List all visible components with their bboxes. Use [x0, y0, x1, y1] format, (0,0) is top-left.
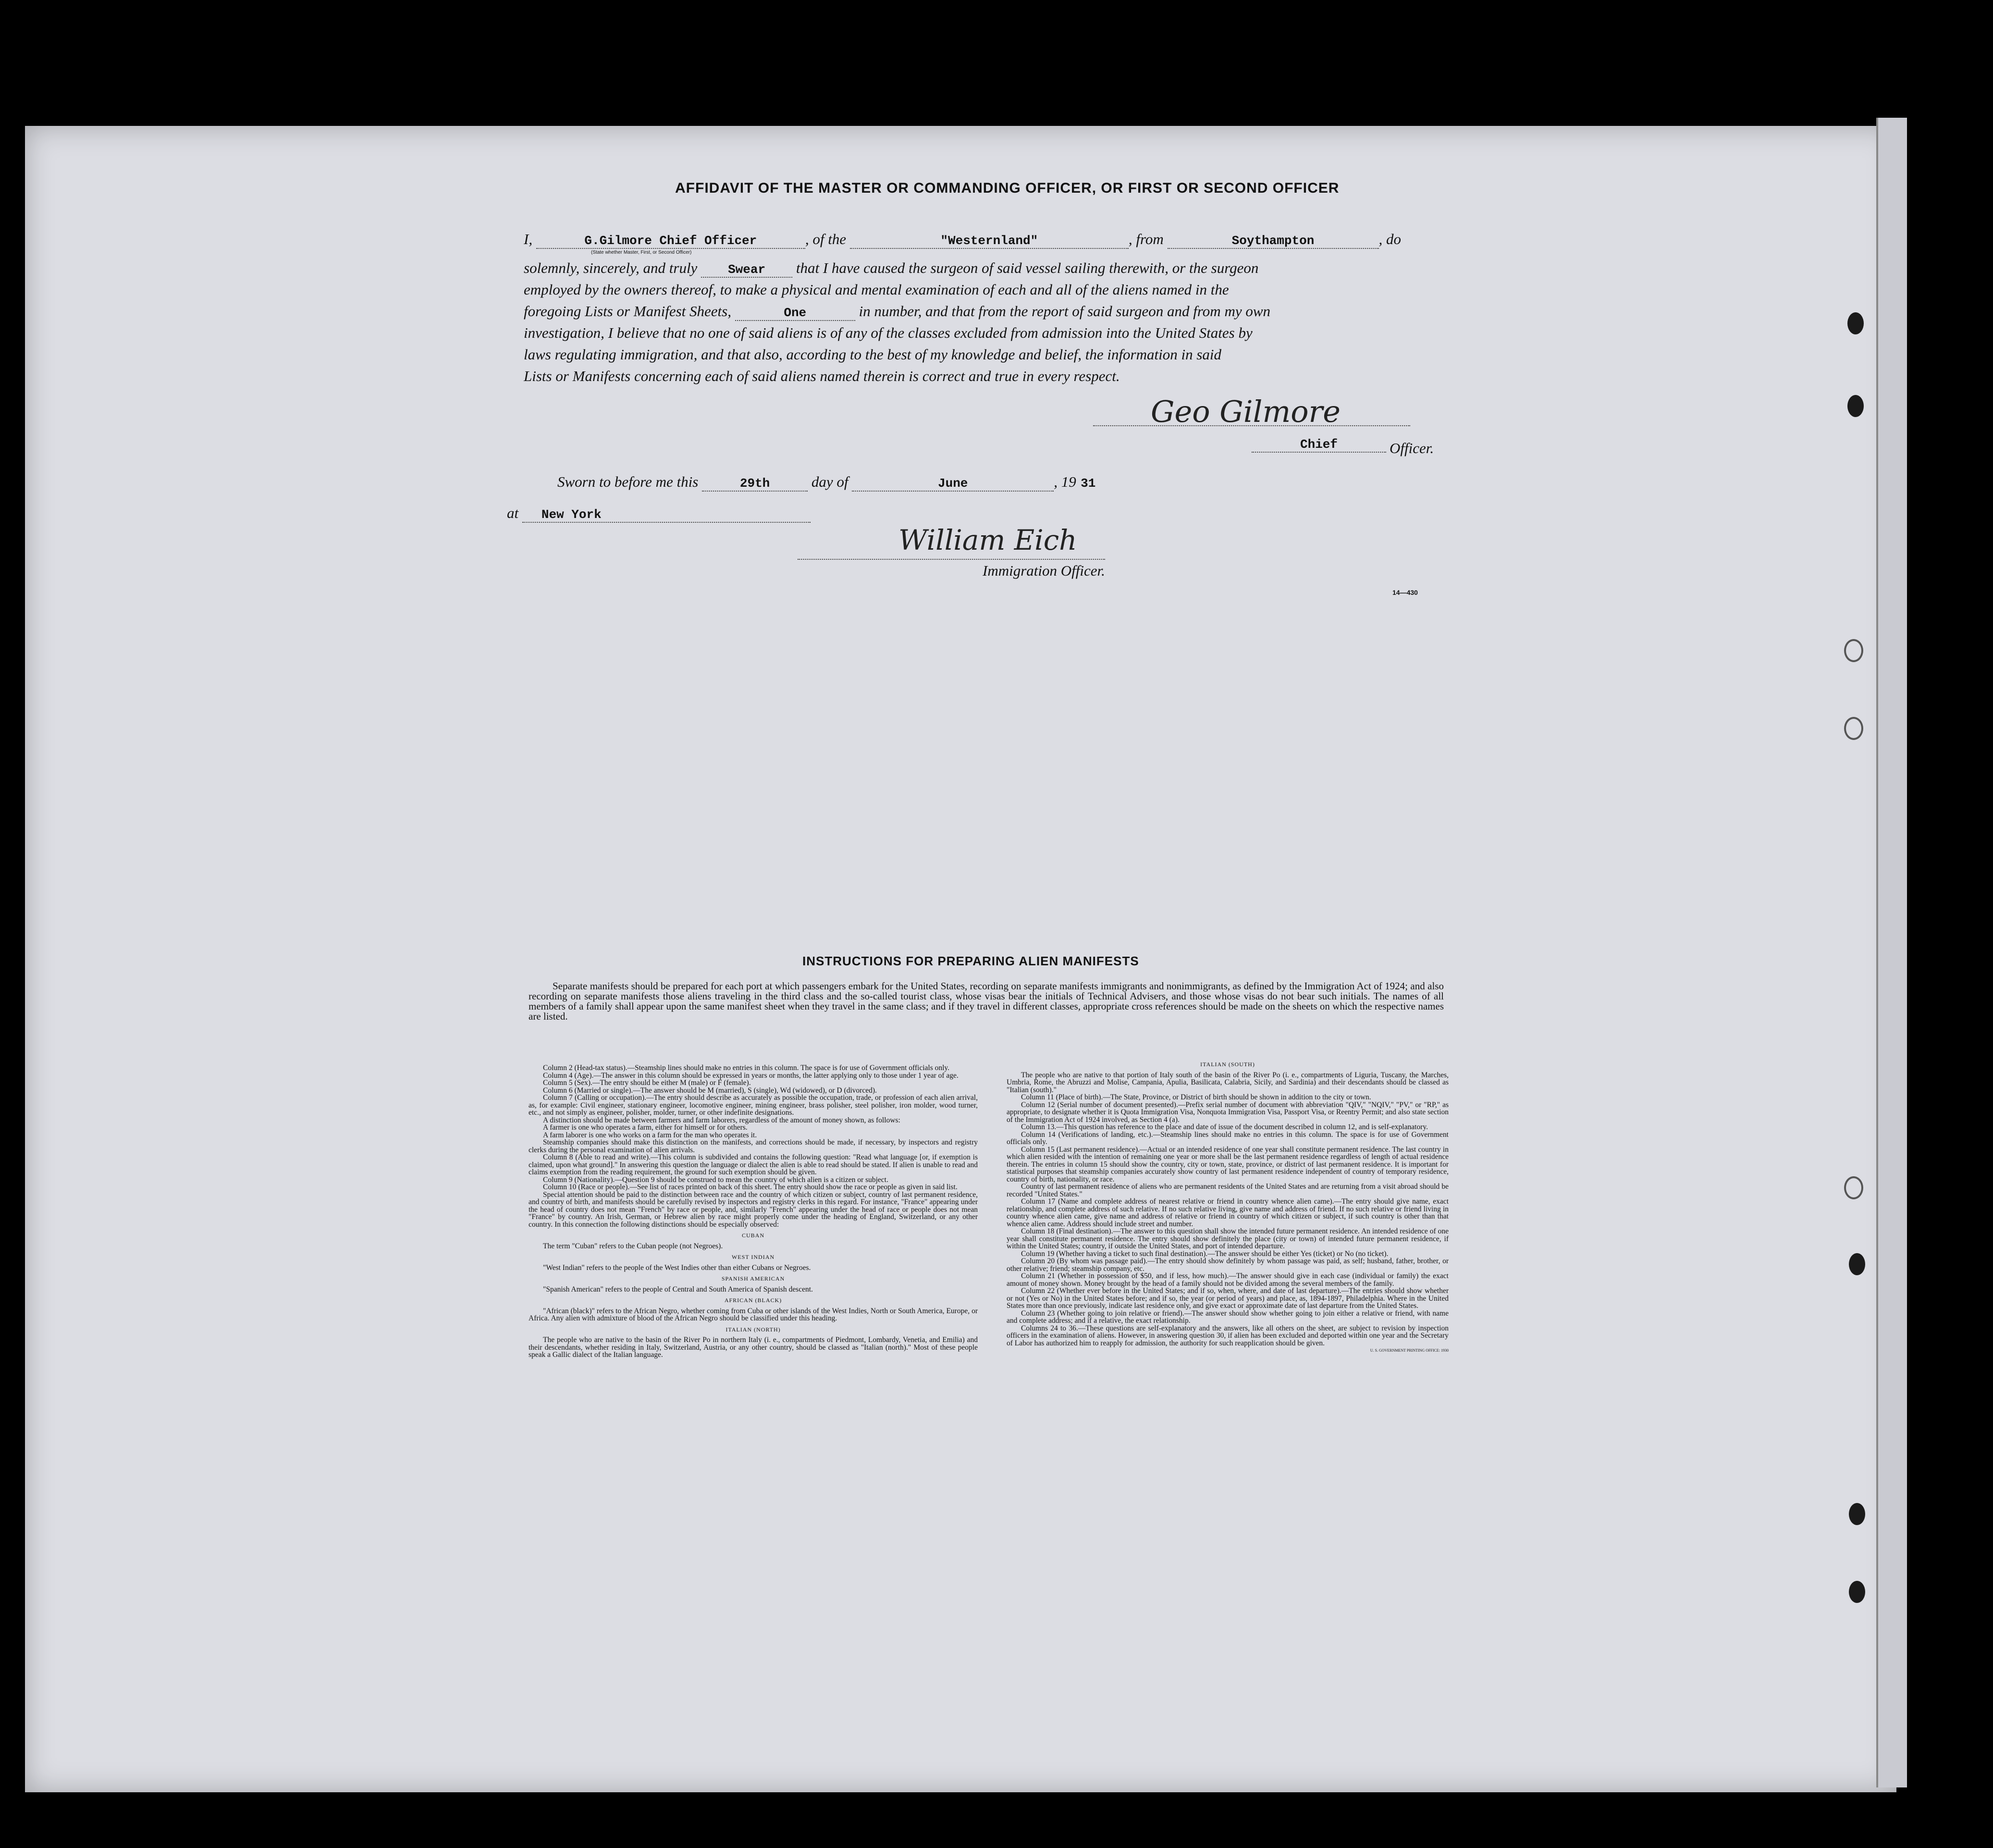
left-para: Column 2 (Head-tax status).—Steamship lines should make no entries in this column. The space is for use of Government officials only.	[543, 1064, 950, 1072]
right-para: Column 21 (Whether in possession of $50, and if less, how much).—The answer should give in each case (individual or family) the exact amount of money shown. Money brought by the head of a family should not be divided among the several members of the family.	[1007, 1272, 1449, 1288]
signature-line	[1093, 425, 1410, 426]
of-the-label: , of the	[805, 231, 847, 247]
left-para: A distinction should be made between farmers and farm laborers, regardless of the amount of money shown, as follows:	[543, 1116, 900, 1124]
right-para: Column 20 (By whom was passage paid).—The entry should show definitely by whom passage was paid, as self; husband, father, brother, or other relative; friend; steamship company, etc.	[1007, 1257, 1449, 1273]
right-para: Column 22 (Whether ever before in the United States; and if so, when, where, and date of last departure).—The entries should show whether or not (Yes or No) in the United States before; and if so, the year (or period of years) and place, as, 1894-1897, Philadelphia. Where in the United States more than once previously, indicate last residence only, and give exact or approximate date of last departure from the United States.	[1007, 1287, 1449, 1310]
right-para: Columns 24 to 36.—These questions are self-explanatory and the answers, like all others on the sheet, are subject to revision by inspection officers in the examination of aliens. However, in answering question 30, if alien has been excluded and deported within one year and the Secretary of Labor has authorized him to reapply for admission, the authority for such reapplication should be given.	[1007, 1324, 1449, 1347]
from-label: , from	[1128, 231, 1164, 247]
line4-a: foregoing Lists or Manifest Sheets,	[524, 303, 731, 320]
affidavit-line-1	[524, 231, 1401, 249]
african-heading: AFRICAN (BLACK)	[724, 1297, 782, 1304]
affidavit-line-7: Lists or Manifests concerning each of said aliens named therein is correct and true in every respect.	[524, 368, 1120, 384]
affidavit-line-3: employed by the owners thereof, to make a physical and mental examination of each and all of the aliens named in the	[524, 281, 1229, 298]
instructions-intro: Separate manifests should be prepared for each port at which passengers embark for the United States, recording on separate manifests immigrants and nonimmigrants, as defined by the Immigration Act of 1924; and also recording on separate manifests those aliens traveling in the third class and the so-called tourist class, whose visas bear the initials of Technical Advisers, and those whose visas do not bear such initials. The names of all members of a family shall appear upon the same manifest sheet when they travel in the same class; and if they travel in different classes, appropriate cross references should be made on the sheets on which the respective names are listed.	[529, 980, 1444, 1022]
african-text: "African (black)" refers to the African Negro, whether coming from Cuba or other islands of the West Indies, North or South America, Europe, or Africa. Any alien with admixture of blood of the African Negro should be classified under this heading.	[529, 1306, 978, 1322]
year-prefix: , 19	[1054, 473, 1076, 490]
right-para: Column 19 (Whether having a ticket to such final destination).—The answer should be either Yes (ticket) or No (no ticket).	[1021, 1249, 1389, 1258]
affidavit-line-4	[524, 303, 1270, 321]
spanish-american-text: "Spanish American" refers to the people of Central and South America of Spanish descent.	[543, 1285, 813, 1294]
binder-hole-icon	[1847, 395, 1864, 417]
right-para: The people who are native to that portion of Italy south of the basin of the River Po (i. e., compartments of Liguria, Tuscany, the Marches, Umbria, Rome, the Abruzzi and Molise, Campania, Apulia, Basilicata, Calabria, Sicily, and Sardinia) and their descendants should be classed as "Italian (south)."	[1007, 1071, 1449, 1094]
left-para: Steamship companies should make this distinction on the manifests, and corrections should be made, if necessary, by inspectors and registry clerks during the personal examination of alien arrivals.	[529, 1138, 978, 1154]
day-field[interactable]: 29th	[702, 476, 808, 492]
binder-hole-icon	[1849, 1253, 1865, 1275]
inspector-signature-line	[798, 559, 1105, 560]
affidavit-line-5: investigation, I believe that no one of said aliens is of any of the classes excluded from admission into the United States by	[524, 324, 1253, 341]
at-label: at	[507, 505, 519, 521]
right-para: Column 17 (Name and complete address of nearest relative or friend in country whence alien came).—The entry should give name, exact relationship, and complete address of such relative. If no such relative living, give name and address of friend. If no such relative or friend living in country whence alien came, give name and address of relative or friend in country of which citizen or subject, if such country is other than that whence alien came. Address should include street and number.	[1007, 1197, 1449, 1228]
vessel-field[interactable]: "Westernland"	[850, 234, 1129, 249]
left-para: Column 8 (Able to read and write).—This column is subdivided and contains the following question: "Read what language [or, if exemption is claimed, upon what ground]." In answering this question the language or dialect the alien is able to read should be stated. If alien is unable to read and claims exemption from the reading requirement, the ground for such exemption should be given.	[529, 1153, 978, 1176]
left-para: A farm laborer is one who works on a farm for the man who operates it.	[543, 1131, 757, 1139]
i-label: I,	[524, 231, 533, 247]
instructions-left-column	[529, 1064, 978, 1359]
west-indian-heading: WEST INDIAN	[731, 1254, 775, 1260]
left-para: Special attention should be paid to the distinction between race and the country of which citizen or subject, country of last permanent residence, and country of birth, and manifests should be carefully revised by inspectors and registry clerks in this regard. For instance, "France" appearing under the head of country does not mean "French" by race or people, and, similarly "French" appearing under the head of race or people does not mean "France" by country. An Irish, German, or Hebrew alien by race might properly come under the heading of England, Switzerland, or any other country. In this connection the following distinctions should be especially observed:	[529, 1190, 978, 1229]
printer-note: U. S. GOVERNMENT PRINTING OFFICE: 1930	[1370, 1348, 1449, 1353]
cuban-heading: CUBAN	[741, 1232, 764, 1239]
officer-word: Officer.	[1390, 440, 1434, 456]
right-para: Column 23 (Whether going to join relative or friend).—The answer should show whether going to join either a relative or friend, with name and complete address; and if a relative, the exact relationship.	[1007, 1309, 1449, 1325]
at-line	[507, 505, 811, 523]
binder-hole-icon	[1847, 312, 1864, 334]
left-para: Column 7 (Calling or occupation).—The entry should describe as accurately as possible the occupation, trade, or profession of each alien arrival, as, for example: Civil engineer, stationary engineer, locomotive engineer, mining engineer, brass polisher, steel polisher, iron molder, wood turner, etc., and not simply as engineer, polisher, molder, turner, or other indefinite designations.	[529, 1094, 978, 1117]
right-para: Column 15 (Last permanent residence).—Actual or an intended residence of one year shall constitute permanent residence. The last country in which alien resided with the intention of remaining one year or more shall be the last permanent residence regardless of length of actual residence therein. The entries in column 15 should show the country, city or town, state, province, or district of last permanent residence. It is important for statistical purposes that steamship companies accurately show country of last permanent residence independent of country of temporary residence, country of birth, nationality, or race.	[1007, 1145, 1449, 1183]
line4-b: in number, and that from the report of said surgeon and from my own	[859, 303, 1271, 320]
officer-name-field[interactable]: G.Gilmore Chief Officer	[536, 234, 805, 249]
affidavit-line-6: laws regulating immigration, and that also, according to the best of my knowledge and belief, the information in said	[524, 346, 1222, 363]
affidavit-title: AFFIDAVIT OF THE MASTER OR COMMANDING OFFICER, OR FIRST OR SECOND OFFICER	[675, 180, 1340, 196]
instructions-right-column	[1007, 1057, 1449, 1355]
sworn-line	[557, 473, 1100, 492]
rank-field[interactable]: Chief	[1252, 437, 1386, 453]
binder-hole-icon	[1844, 1176, 1863, 1199]
officer-note: (State whether Master, First, or Second Officer)	[591, 250, 692, 255]
line2-rest: that I have caused the surgeon of said vessel sailing therewith, or the surgeon	[796, 259, 1259, 276]
right-para: Column 13.—This question has reference to the place and date of issue of the document described in column 12, and is self-explanatory.	[1021, 1123, 1428, 1131]
sheet-edge	[1876, 118, 1907, 1787]
cuban-text: The term "Cuban" refers to the Cuban people (not Negroes).	[543, 1242, 723, 1250]
month-field[interactable]: June	[852, 476, 1054, 492]
italian-north-heading: ITALIAN (NORTH)	[726, 1326, 781, 1333]
right-para: Country of last permanent residence of aliens who are permanent residents of the United States and are returning from a visit abroad should be recorded "United States."	[1007, 1183, 1449, 1198]
immigration-officer-label: Immigration Officer.	[983, 562, 1105, 579]
west-indian-text: "West Indian" refers to the people of the West Indies other than either Cubans or Negroes.	[543, 1263, 811, 1272]
inspector-signature: William Eich	[898, 524, 1077, 556]
right-para: Column 14 (Verifications of landing, etc.).—Steamship lines should make no entries in this column. The space is for use of Government officials only.	[1007, 1130, 1449, 1146]
binder-hole-icon	[1849, 1503, 1865, 1525]
sheet-count-field[interactable]: One	[735, 306, 855, 321]
left-para: A farmer is one who operates a farm, either for himself or for others.	[543, 1123, 748, 1132]
sworn-label: Sworn to before me this	[557, 473, 699, 490]
place-field[interactable]: New York	[522, 507, 811, 523]
italian-south-heading: ITALIAN (SOUTH)	[1200, 1061, 1255, 1068]
solemnly-label: solemnly, sincerely, and truly	[524, 259, 698, 276]
right-para: Column 12 (Serial number of document presented).—Prefix serial number of document with abbreviation "QIV," "NQIV," "PV," or "RP," as appropriate, to designate whether it is Quota Immigration Visa, Nonquota Immigration Visa, Passport Visa, or Reentry Permit; and also state section of the Immigration Act of 1924 involved, as Section 4 (a).	[1007, 1100, 1449, 1124]
day-of-label: day of	[811, 473, 849, 490]
affidavit-line-2	[524, 259, 1258, 278]
year-field[interactable]: 31	[1081, 476, 1096, 491]
form-number: 14—430	[1392, 589, 1418, 596]
do-label: , do	[1378, 231, 1401, 247]
port-field[interactable]: Soythampton	[1168, 234, 1379, 249]
left-para: Column 4 (Age).—The answer in this column should be expressed in years or months, the latter applying only to those under 1 year of age.	[543, 1071, 959, 1080]
right-para: Column 18 (Final destination).—The answer to this question shall show the intended future permanent residence. An intended residence of one year shall constitute permanent residence. The entry should show definitely the place (city or town) of intended future permanent residence, if within the United States; country, if outside the United States, and port of intended departure.	[1007, 1227, 1449, 1250]
left-para: Column 10 (Race or people).—See list of races printed on back of this sheet. The entry should show the race or people as given in said list.	[543, 1183, 958, 1191]
instructions-title: INSTRUCTIONS FOR PREPARING ALIEN MANIFESTS	[802, 954, 1139, 968]
left-para: Column 6 (Married or single).—The answer should be M (married), S (single), Wd (widowed), or D (divorced).	[543, 1086, 877, 1095]
binder-hole-icon	[1844, 639, 1863, 662]
left-para: Column 9 (Nationality).—Question 9 should be construed to mean the country of which alien is a citizen or subject.	[543, 1175, 888, 1184]
officer-signature: Geo Gilmore	[1151, 394, 1341, 429]
binder-hole-icon	[1849, 1581, 1865, 1603]
oath-field[interactable]: Swear	[701, 262, 792, 278]
binder-hole-icon	[1844, 717, 1863, 740]
spanish-american-heading: SPANISH AMERICAN	[721, 1275, 785, 1282]
left-para: Column 5 (Sex).—The entry should be either M (male) or F (female).	[543, 1079, 751, 1087]
italian-north-text: The people who are native to the basin of the River Po in northern Italy (i. e., compartments of Piedmont, Lombardy, Venetia, and Emilia) and their descendants, whether residing in Italy, Switzerland, Austria, or any other country, should be classed as "Italian (north)." Most of these people speak a Gallic dialect of the Italian language.	[529, 1336, 978, 1359]
right-para: Column 11 (Place of birth).—The State, Province, or District of birth should be shown in addition to the city or town.	[1021, 1093, 1371, 1101]
